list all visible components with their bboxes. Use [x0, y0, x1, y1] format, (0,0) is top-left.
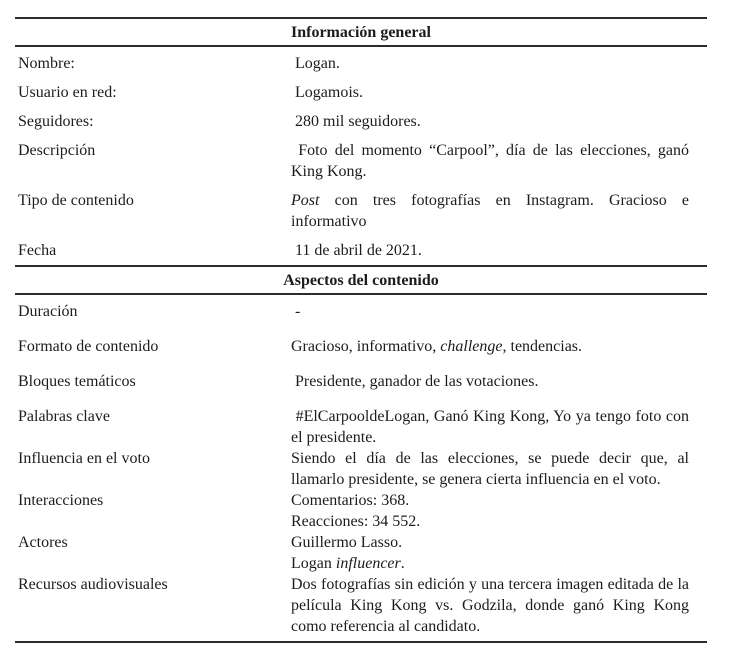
- value-paragraph: [291, 53, 689, 74]
- table-row: [15, 82, 707, 103]
- italic-text: influencer: [335, 555, 401, 572]
- value-paragraph: [291, 301, 689, 322]
- section-header: [15, 17, 707, 47]
- text-segment: Guillermo Lasso.: [291, 534, 403, 551]
- table-row: [15, 490, 707, 532]
- row-label: Influencia en el voto: [18, 450, 150, 467]
- row-label: Duración: [18, 303, 78, 320]
- row-value: [291, 82, 707, 103]
- value-paragraph: [291, 190, 689, 232]
- row-value: [291, 336, 707, 357]
- section-title: Información general: [291, 24, 431, 41]
- row-label: Recursos audiovisuales: [18, 576, 168, 593]
- value-paragraph: [291, 240, 689, 261]
- table-row: [15, 190, 707, 232]
- table-row: [15, 448, 707, 490]
- row-label: Actores: [18, 534, 68, 551]
- value-paragraph: [291, 82, 689, 103]
- table-row: [15, 336, 707, 357]
- row-value: [291, 53, 707, 74]
- section-rows: [15, 47, 707, 265]
- section-title: Aspectos del contenido: [283, 272, 439, 289]
- text-segment: Gracioso, informativo,: [291, 338, 441, 355]
- row-label: Bloques temáticos: [18, 373, 136, 390]
- row-value: [291, 406, 707, 448]
- text-segment: Reacciones: 34 552.: [291, 513, 421, 530]
- table-row: [15, 140, 707, 182]
- row-label: Seguidores:: [18, 113, 94, 130]
- section-header: [15, 265, 707, 295]
- row-value: [291, 371, 707, 392]
- table-row: [15, 406, 707, 448]
- text-segment: .: [400, 555, 405, 572]
- value-paragraph: [291, 406, 689, 448]
- row-label: Descripción: [18, 142, 96, 159]
- text-segment: Logan: [291, 555, 336, 572]
- text-segment: #ElCarpooldeLogan, Ganó King Kong, Yo ya tengo foto con el presidente.: [291, 408, 689, 446]
- text-segment: 11 de abril de 2021.: [291, 242, 422, 259]
- row-label: Usuario en red:: [18, 84, 117, 101]
- table-row: [15, 53, 707, 74]
- content-analysis-table: [15, 17, 707, 643]
- text-segment: con tres fotografías en Instagram. Gracioso e informativo: [291, 192, 689, 230]
- row-value: [291, 532, 707, 574]
- row-label: Formato de contenido: [18, 338, 159, 355]
- text-segment: 280 mil seguidores.: [291, 113, 421, 130]
- document-page: [0, 17, 734, 643]
- row-label: Interacciones: [18, 492, 104, 509]
- value-paragraph: [291, 490, 689, 511]
- value-paragraph: [291, 336, 689, 357]
- table-row: [15, 111, 707, 132]
- row-label: Nombre:: [18, 55, 75, 72]
- text-segment: Presidente, ganador de las votaciones.: [291, 373, 539, 390]
- italic-text: challenge: [440, 338, 503, 355]
- table-row: [15, 574, 707, 637]
- row-value: [291, 301, 707, 322]
- text-segment: Dos fotografías sin edición y una tercera imagen editada de la película King Kong vs. Godzila, donde ganó King Kong como referencia al candidato.: [291, 576, 689, 635]
- row-label: Palabras clave: [18, 408, 110, 425]
- table-row: [15, 240, 707, 261]
- table-row: [15, 371, 707, 392]
- text-segment: -: [291, 303, 301, 320]
- table-row: [15, 532, 707, 574]
- text-segment: , tendencias.: [502, 338, 583, 355]
- text-segment: Foto del momento “Carpool”, día de las elecciones, ganó King Kong.: [291, 142, 689, 180]
- section-rows: [15, 295, 707, 641]
- value-paragraph: [291, 140, 689, 182]
- row-value: [291, 448, 707, 490]
- text-segment: Comentarios: 368.: [291, 492, 410, 509]
- row-value: [291, 490, 707, 532]
- text-segment: Logamois.: [291, 84, 363, 101]
- text-segment: Siendo el día de las elecciones, se puede decir que, al llamarlo presidente, se genera cierta influencia en el voto.: [291, 450, 689, 488]
- value-paragraph: [291, 511, 689, 532]
- row-label: Fecha: [18, 242, 57, 259]
- value-paragraph: [291, 532, 689, 553]
- value-paragraph: [291, 371, 689, 392]
- value-paragraph: [291, 448, 689, 490]
- italic-text: Post: [291, 192, 320, 209]
- value-paragraph: [291, 574, 689, 637]
- row-label: Tipo de contenido: [18, 192, 134, 209]
- table-row: [15, 301, 707, 322]
- value-paragraph: [291, 553, 689, 574]
- row-value: [291, 240, 707, 261]
- row-value: [291, 111, 707, 132]
- row-value: [291, 140, 707, 182]
- row-value: [291, 190, 707, 232]
- value-paragraph: [291, 111, 689, 132]
- text-segment: Logan.: [291, 55, 340, 72]
- row-value: [291, 574, 707, 637]
